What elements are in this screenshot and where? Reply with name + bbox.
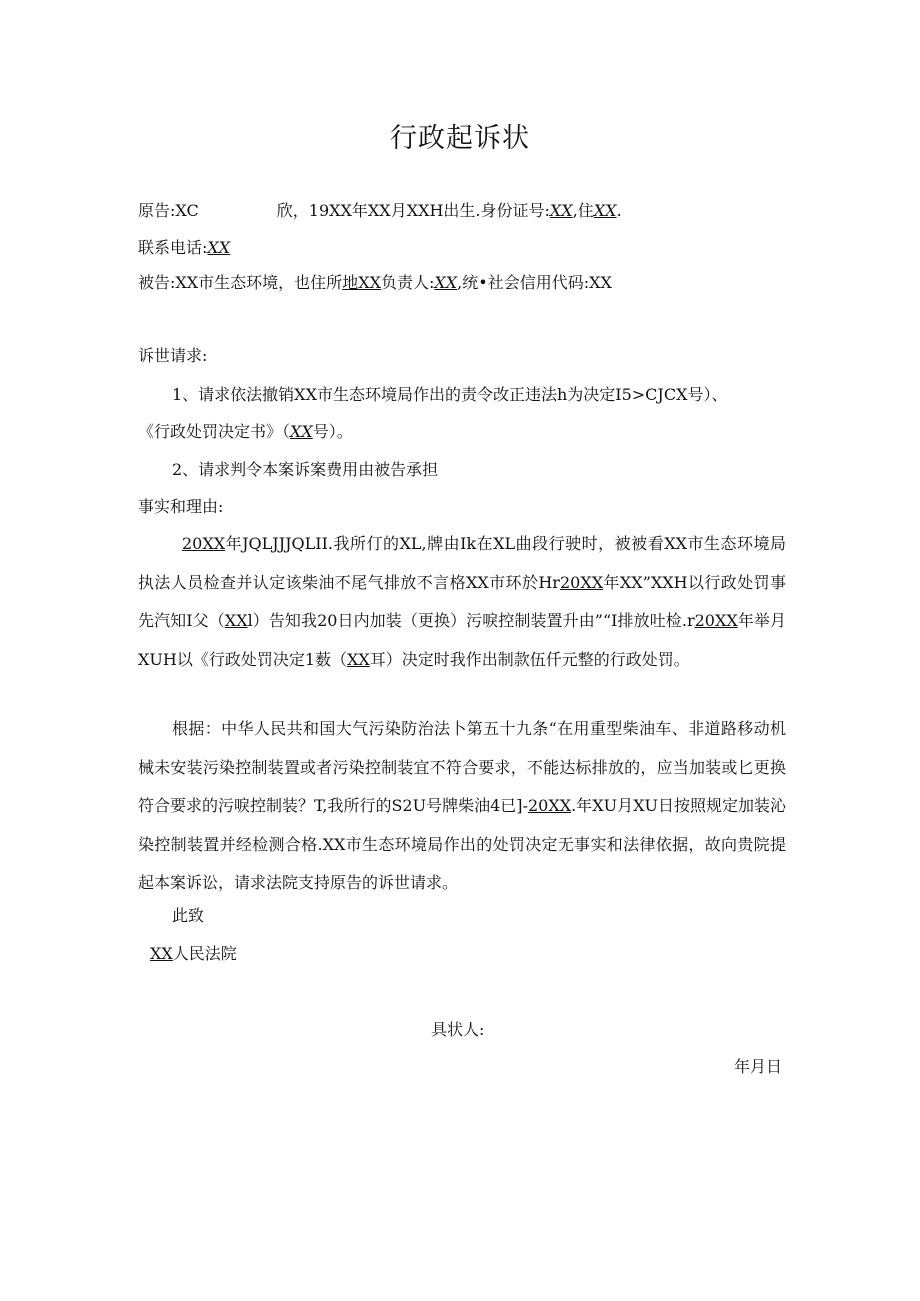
closing-salute: 此致: [172, 906, 205, 925]
document-title: 行政起诉状: [390, 123, 530, 154]
facts-paragraph-2-segment: 根据：中华人民共和国大气污染防治法卜第五十九条“在用重型柴油车、非道路移动机械未安装污染控制装置或者污染控制装宜不符合要求，不能达标排放的，应当加装或匕更换符合要求的污唳控制装？T,我所行的S2U号牌柴油4已]-: [138, 719, 786, 815]
facts-paragraph-1-segment: XX: [224, 611, 248, 630]
plaintiff-line: [138, 200, 622, 222]
plaintiff-birth-text: 欣，19XX年XX月XXH出生.身份证号:: [276, 201, 550, 220]
plaintiff-address-label: ,住: [572, 201, 594, 220]
facts-paragraph-2-segment: .年XU月XU日按照规定加装沁染控制装置并经检测合格.XX市生态环境局作出的处罚决定无事实和法律依据，故向贵院提起本案诉讼，请求法院支持原告的诉世请求。: [138, 796, 786, 892]
plaintiff-name: XC: [175, 201, 199, 220]
contact-label: 联系电话:: [138, 238, 208, 257]
claim-item-1-end: 号）。: [312, 422, 353, 441]
claims-heading: 诉世请求:: [138, 346, 208, 365]
facts-paragraph-2: [138, 710, 786, 903]
plaintiff-address: XX: [593, 201, 617, 220]
plaintiff-end: .: [616, 201, 622, 220]
facts-heading: 事实和理由:: [138, 497, 224, 516]
facts-paragraph-1-segment: 年XX”XXH以行政处罚事先汽知I父（: [138, 572, 786, 630]
signer-label: 具状人:: [431, 1020, 485, 1039]
plaintiff-id: XX: [549, 201, 573, 220]
facts-paragraph-1-segment: l）告知我20日内加装（更换）污唳控制装置升由”“I排放吐检.r: [247, 611, 695, 630]
claim-item-1-doc-title: 《行政处罚决定书》（: [138, 422, 291, 441]
facts-paragraph-1-segment: 耳）决定时我作出制款伍仟元整的行政处罚。: [369, 649, 690, 669]
defendant-line: [138, 272, 612, 294]
facts-paragraph-1-segment: 20XX: [559, 572, 604, 592]
court-name: 人民法院: [172, 944, 237, 963]
court-line: [150, 943, 237, 965]
facts-paragraph-2-segment: 20XX: [527, 796, 572, 815]
claim-item-2: 2、请求判令本案诉案费用由被告承担: [172, 460, 439, 479]
facts-paragraph-1-segment: 年JQLJJJQLII.我所仃的XL,牌由Ik在XL曲段行驶时，被被看XX市生态环境局执法人员检查并认定该柴油不尾气排放不言格XX市环於Hr: [138, 534, 786, 592]
date-label: 年月日: [734, 1057, 783, 1076]
facts-paragraph-1: [138, 525, 786, 679]
court-ref: XX: [150, 944, 173, 963]
facts-paragraph-1-segment: 20XX: [182, 534, 226, 553]
facts-paragraph-1-segment: 20XX: [694, 611, 738, 630]
defendant-credit-code: ,统•社会信用代码:XX: [457, 273, 612, 292]
plaintiff-label: 原告:: [138, 201, 176, 220]
claim-item-1-line-2: [138, 421, 353, 443]
contact-line: [138, 237, 230, 259]
claim-item-1-ref: XX: [290, 422, 313, 441]
facts-paragraph-1-segment: XX: [347, 649, 370, 669]
facts-paragraph-1-segment: 年举月XUH以《行政处罚决定1薮（: [138, 611, 786, 669]
defendant-address: 地XX: [342, 273, 381, 292]
claim-item-1-line-1: 1、请求依法撤销XX市生态环境局作出的责令改正违法h为决定I5>CJCX号）、: [172, 385, 728, 404]
defendant-representative: XX: [434, 273, 458, 292]
defendant-text: 被告:XX市生态环境，也住所: [138, 273, 343, 292]
defendant-representative-label: 负责人:: [380, 273, 435, 292]
contact-value: XX: [207, 238, 231, 257]
